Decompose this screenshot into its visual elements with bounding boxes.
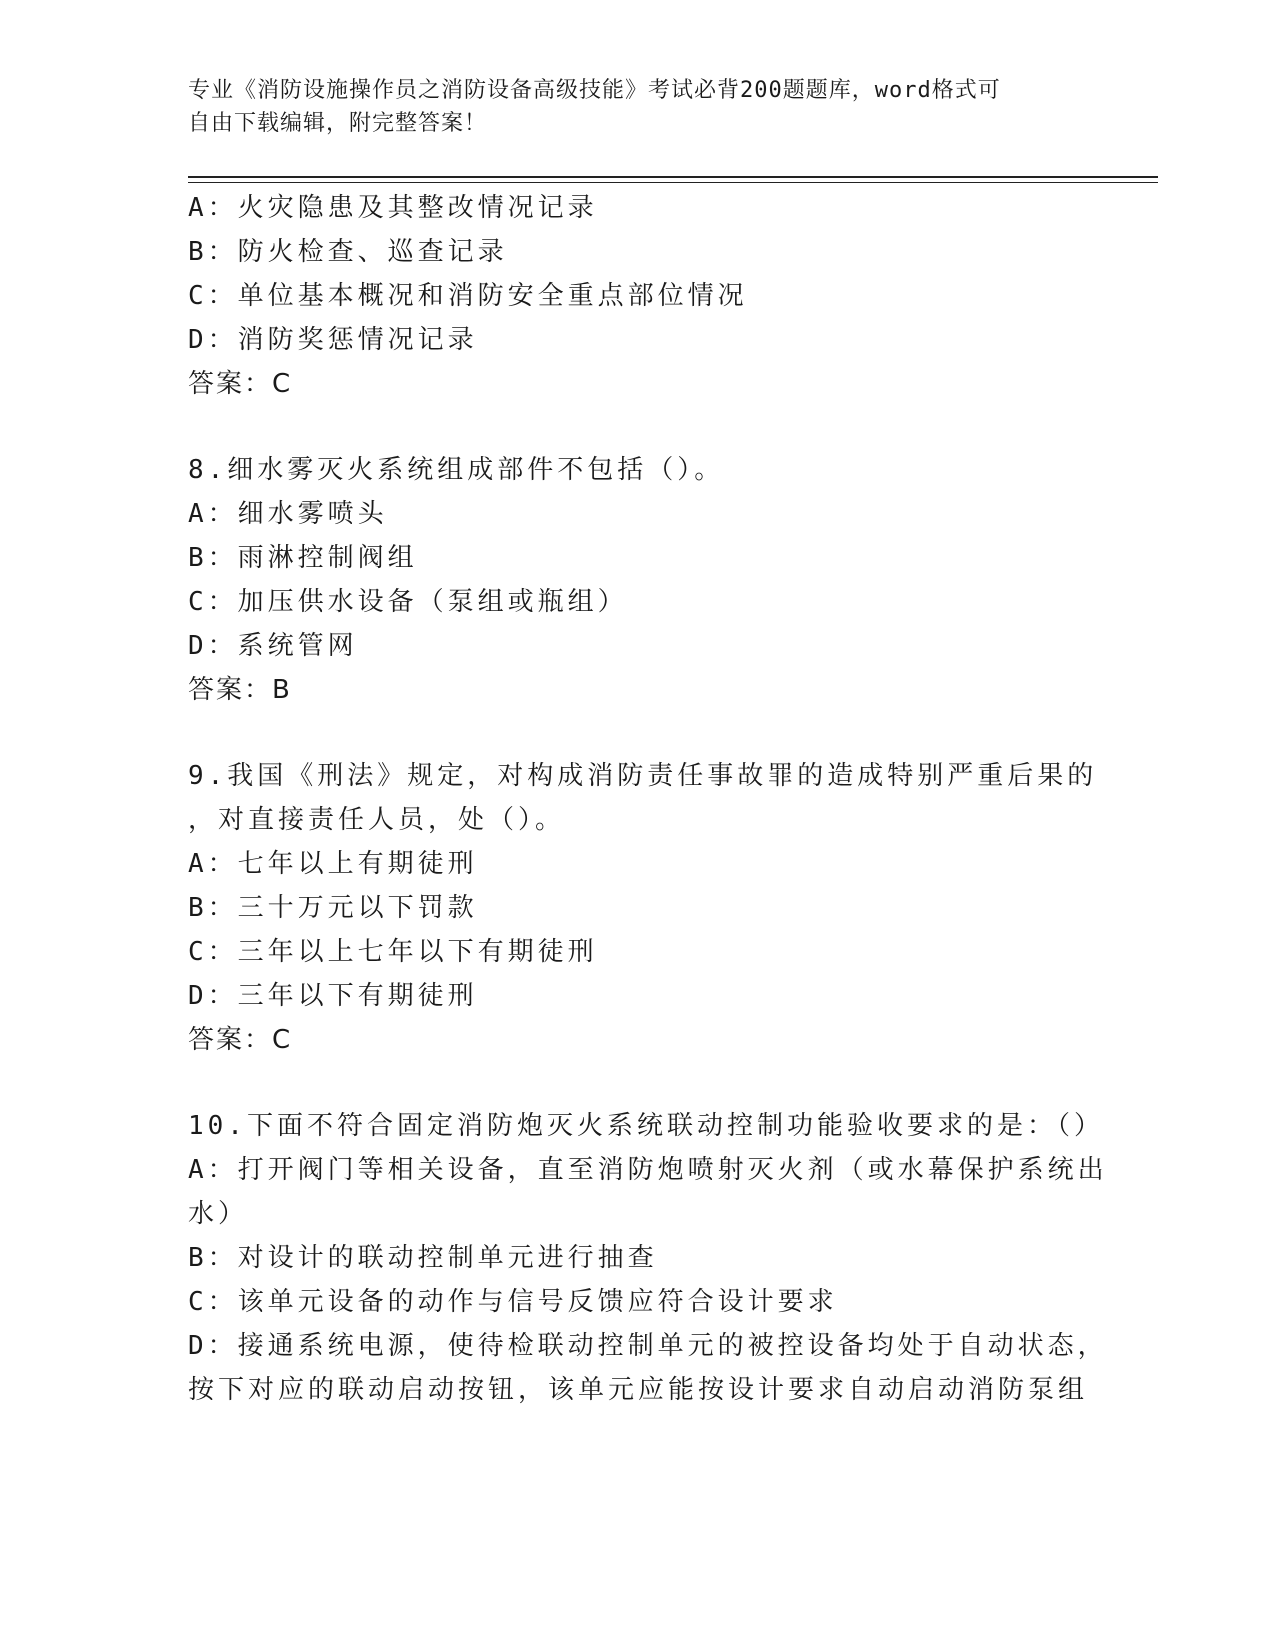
q10-stem: 10.下面不符合固定消防炮灭火系统联动控制功能验收要求的是：（）	[188, 1111, 1104, 1141]
q9-stem-line-2: ，对直接责任人员，处（）。	[188, 805, 566, 835]
q7-option-a: A：火灾隐患及其整改情况记录	[188, 193, 598, 223]
document-header	[188, 74, 1088, 140]
q8-option-d: D：系统管网	[188, 631, 358, 661]
q8-answer: 答案：B	[188, 675, 292, 705]
q9-stem-line-1: 9.我国《刑法》规定，对构成消防责任事故罪的造成特别严重后果的	[188, 761, 1098, 791]
q7-answer: 答案：C	[188, 369, 293, 399]
q10-option-a-line-1: A：打开阀门等相关设备，直至消防炮喷射灭火剂（或水幕保护系统出	[188, 1155, 1108, 1185]
q9-option-c: C：三年以上七年以下有期徒刑	[188, 937, 598, 967]
q9-option-a: A：七年以上有期徒刑	[188, 849, 478, 879]
q7-option-b: B：防火检查、巡查记录	[188, 237, 508, 267]
q8-stem: 8.细水雾灭火系统组成部件不包括（）。	[188, 455, 725, 485]
q7-option-c: C：单位基本概况和消防安全重点部位情况	[188, 281, 748, 311]
q9-option-d: D：三年以下有期徒刑	[188, 981, 478, 1011]
q9-answer: 答案：C	[188, 1025, 293, 1055]
header-divider-thin	[188, 182, 1158, 183]
header-line-1: 专业《消防设施操作员之消防设备高级技能》考试必背200题题库，word格式可	[188, 78, 1001, 103]
q10-option-c: C：该单元设备的动作与信号反馈应符合设计要求	[188, 1287, 838, 1317]
q10-option-a-line-2: 水）	[188, 1199, 249, 1229]
header-divider-thick	[188, 176, 1158, 178]
q8-option-c: C：加压供水设备（泵组或瓶组）	[188, 587, 628, 617]
q10-option-b: B：对设计的联动控制单元进行抽查	[188, 1243, 658, 1273]
header-line-2: 自由下载编辑，附完整答案！	[188, 111, 488, 136]
q8-option-a: A：细水雾喷头	[188, 499, 388, 529]
q10-option-d-line-2: 按下对应的联动启动按钮，该单元应能按设计要求自动启动消防泵组	[188, 1375, 1089, 1405]
q10-option-d-line-1: D：接通系统电源，使待检联动控制单元的被控设备均处于自动状态，	[188, 1331, 1108, 1361]
q8-option-b: B：雨淋控制阀组	[188, 543, 418, 573]
q7-option-d: D：消防奖惩情况记录	[188, 325, 478, 355]
q9-option-b: B：三十万元以下罚款	[188, 893, 478, 923]
